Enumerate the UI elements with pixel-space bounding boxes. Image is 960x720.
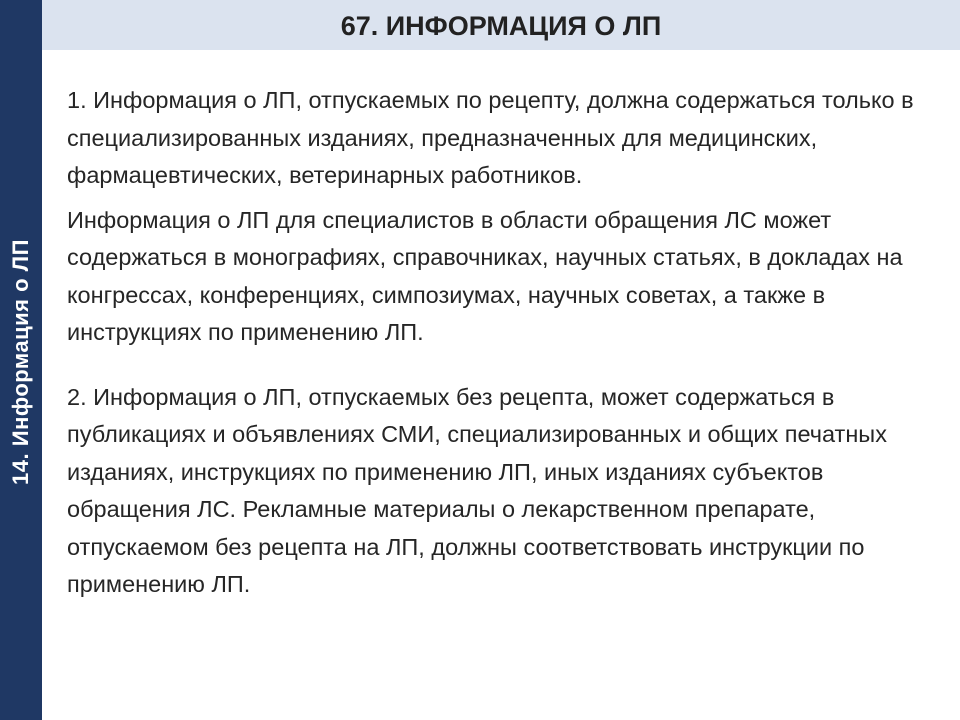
paragraph-prescription-info: 1. Информация о ЛП, отпускаемых по рецепту, должна содержаться только в специализированных изданиях, предназначенных для медицинских, фармацевтических, ветеринарных работников. — [67, 87, 914, 188]
section-label: 14. Информация о ЛП — [8, 239, 33, 485]
slide-title: 67. ИНФОРМАЦИЯ О ЛП — [340, 11, 662, 41]
title-bar — [42, 0, 960, 50]
paragraph-otc-info: 2. Информация о ЛП, отпускаемых без рецепта, может содержаться в публикациях и объявлениях СМИ, специализированных и общих печатных изданиях, инструкциях по применению ЛП, иных изданиях субъектов обращения ЛС. Рекламные материалы о лекарственном препарате, отпускаемом без рецепта на ЛП, должны соответствовать инструкции по применению ЛП. — [67, 383, 887, 597]
paragraph-specialist-info: Информация о ЛП для специалистов в области обращения ЛС может содержаться в монографиях, справочниках, научных статьях, в докладах на конгрессах, конференциях, симпозиумах, научных советах, а также в инструкциях по применению ЛП. — [67, 206, 903, 345]
sidebar — [0, 0, 42, 720]
slide-content — [67, 82, 952, 604]
